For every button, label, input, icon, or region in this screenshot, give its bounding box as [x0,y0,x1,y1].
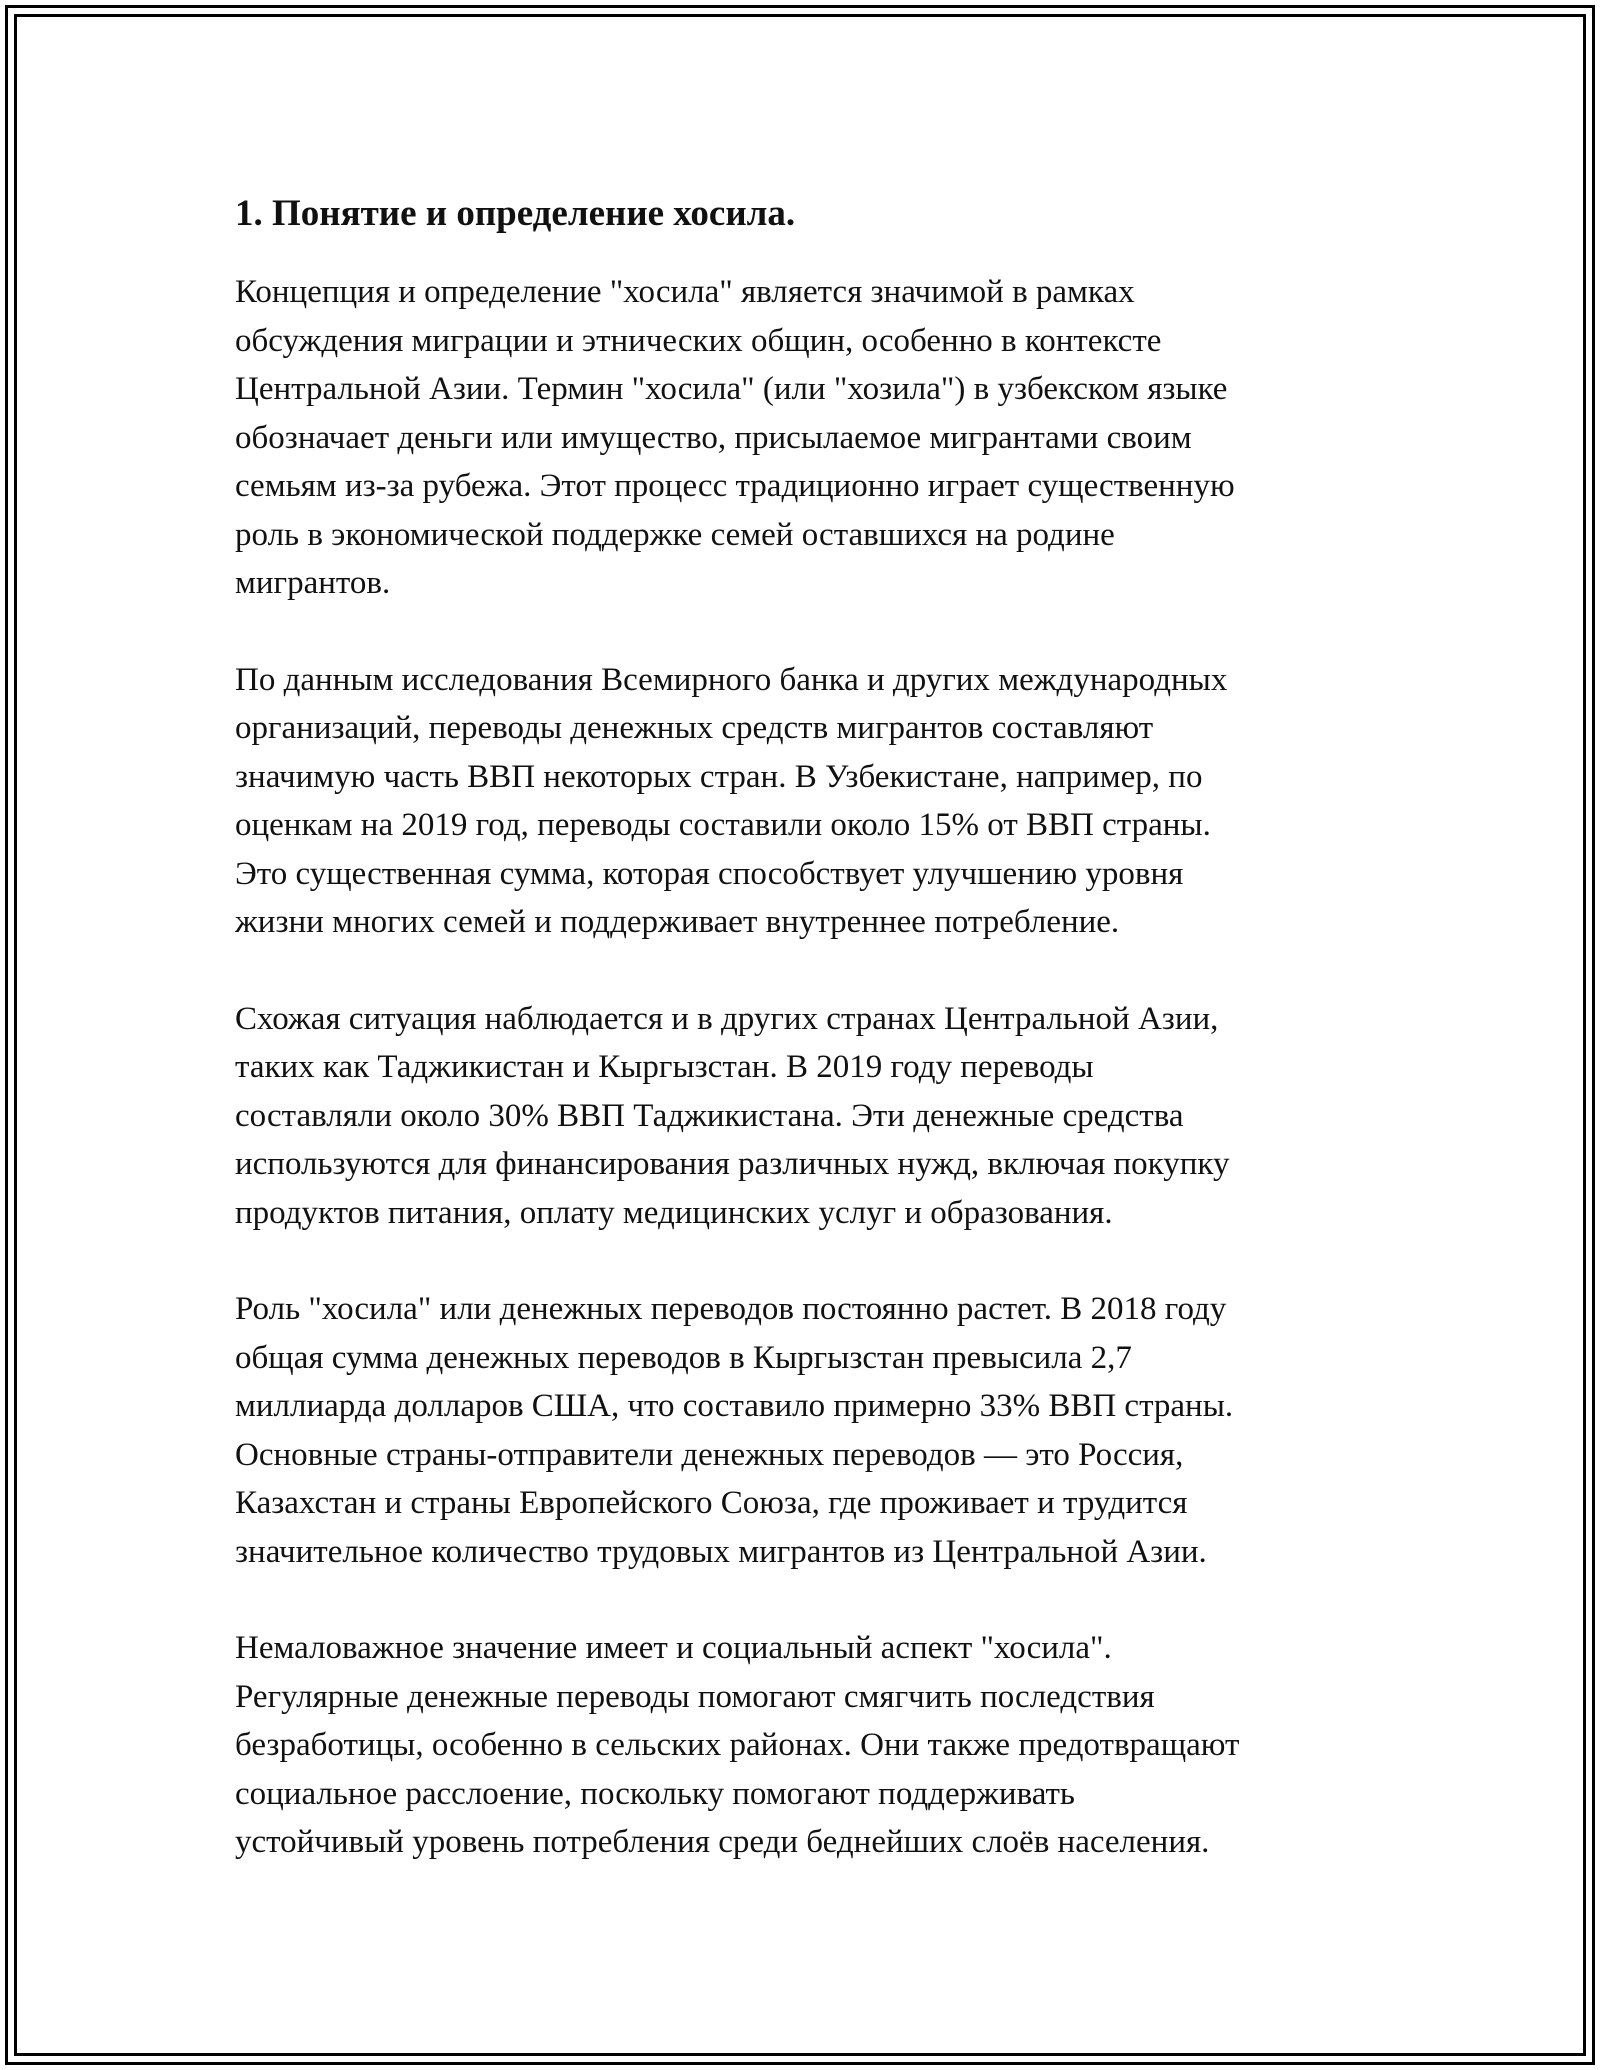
document-body [235,186,1365,1915]
text-line: По данным исследования Всемирного банка и других международных [235,661,1228,698]
text-line: семьям из-за рубежа. Этот процесс традиционно играет существенную [235,468,1235,504]
text-line: социальное расслоение, поскольку помогают поддерживать [235,1775,1075,1812]
text-line: оценкам на 2019 год, переводы составили около 15% от ВВП страны. [235,807,1211,843]
text-line: Центральной Азии. Термин "хосила" (или "хозила") в узбекском языке [235,371,1228,407]
text-line: Концепция и определение "хосила" является значимой в рамках [235,274,1135,310]
text-line: устойчивый уровень потребления среди беднейших слоёв населения. [235,1824,1210,1860]
text-line: Роль "хосила" или денежных переводов постоянно растет. В 2018 году [235,1291,1227,1327]
paragraph-3 [235,995,1365,1238]
text-line: Казахстан и страны Европейского Союза, где проживает и трудится [235,1485,1188,1521]
text-line: безработицы, особенно в сельских районах. Они также предотвращают [235,1727,1240,1763]
text-line: Немаловажное значение имеет и социальный аспект "хосила". [235,1630,1112,1666]
text-line: организаций, переводы денежных средств мигрантов составляют [235,710,1154,746]
text-line: жизни многих семей и поддерживает внутреннее потребление. [235,904,1120,940]
text-line: значимую часть ВВП некоторых стран. В Узбекистане, например, по [235,758,1203,795]
text-line: миллиарда долларов США, что составило примерно 33% ВВП страны. [235,1388,1234,1424]
text-line: общая сумма денежных переводов в Кыргызстан превысила 2,7 [235,1339,1132,1376]
text-line: Это существенная сумма, которая способствует улучшению уровня [235,855,1184,892]
text-line: продуктов питания, оплату медицинских услуг и образования. [235,1194,1113,1231]
section-heading: 1. Понятие и определение хосила. [235,193,796,234]
text-line: мигрантов. [235,565,391,601]
paragraph-5 [235,1624,1365,1867]
paragraph-1 [235,268,1365,608]
text-line: используются для финансирования различных нужд, включая покупку [235,1146,1230,1182]
text-line: обозначает деньги или имущество, присылаемое мигрантами своим [235,419,1192,456]
text-line: обсуждения миграции и этнических общин, особенно в контексте [235,322,1162,359]
text-line: Основные страны-отправители денежных переводов — это Россия, [235,1436,1184,1473]
paragraph-2 [235,656,1365,947]
text-line: Регулярные денежные переводы помогают смягчить последствия [235,1678,1155,1715]
paragraph-4 [235,1285,1365,1576]
text-line: Схожая ситуация наблюдается и в других странах Центральной Азии, [235,1000,1219,1037]
text-line: значительное количество трудовых мигрантов из Центральной Азии. [235,1533,1207,1570]
text-line: таких как Таджикистан и Кыргызстан. В 2019 году переводы [235,1049,1094,1085]
text-line: роль в экономической поддержке семей оставшихся на родине [235,516,1115,553]
text-line: составляли около 30% ВВП Таджикистана. Эти денежные средства [235,1097,1184,1134]
